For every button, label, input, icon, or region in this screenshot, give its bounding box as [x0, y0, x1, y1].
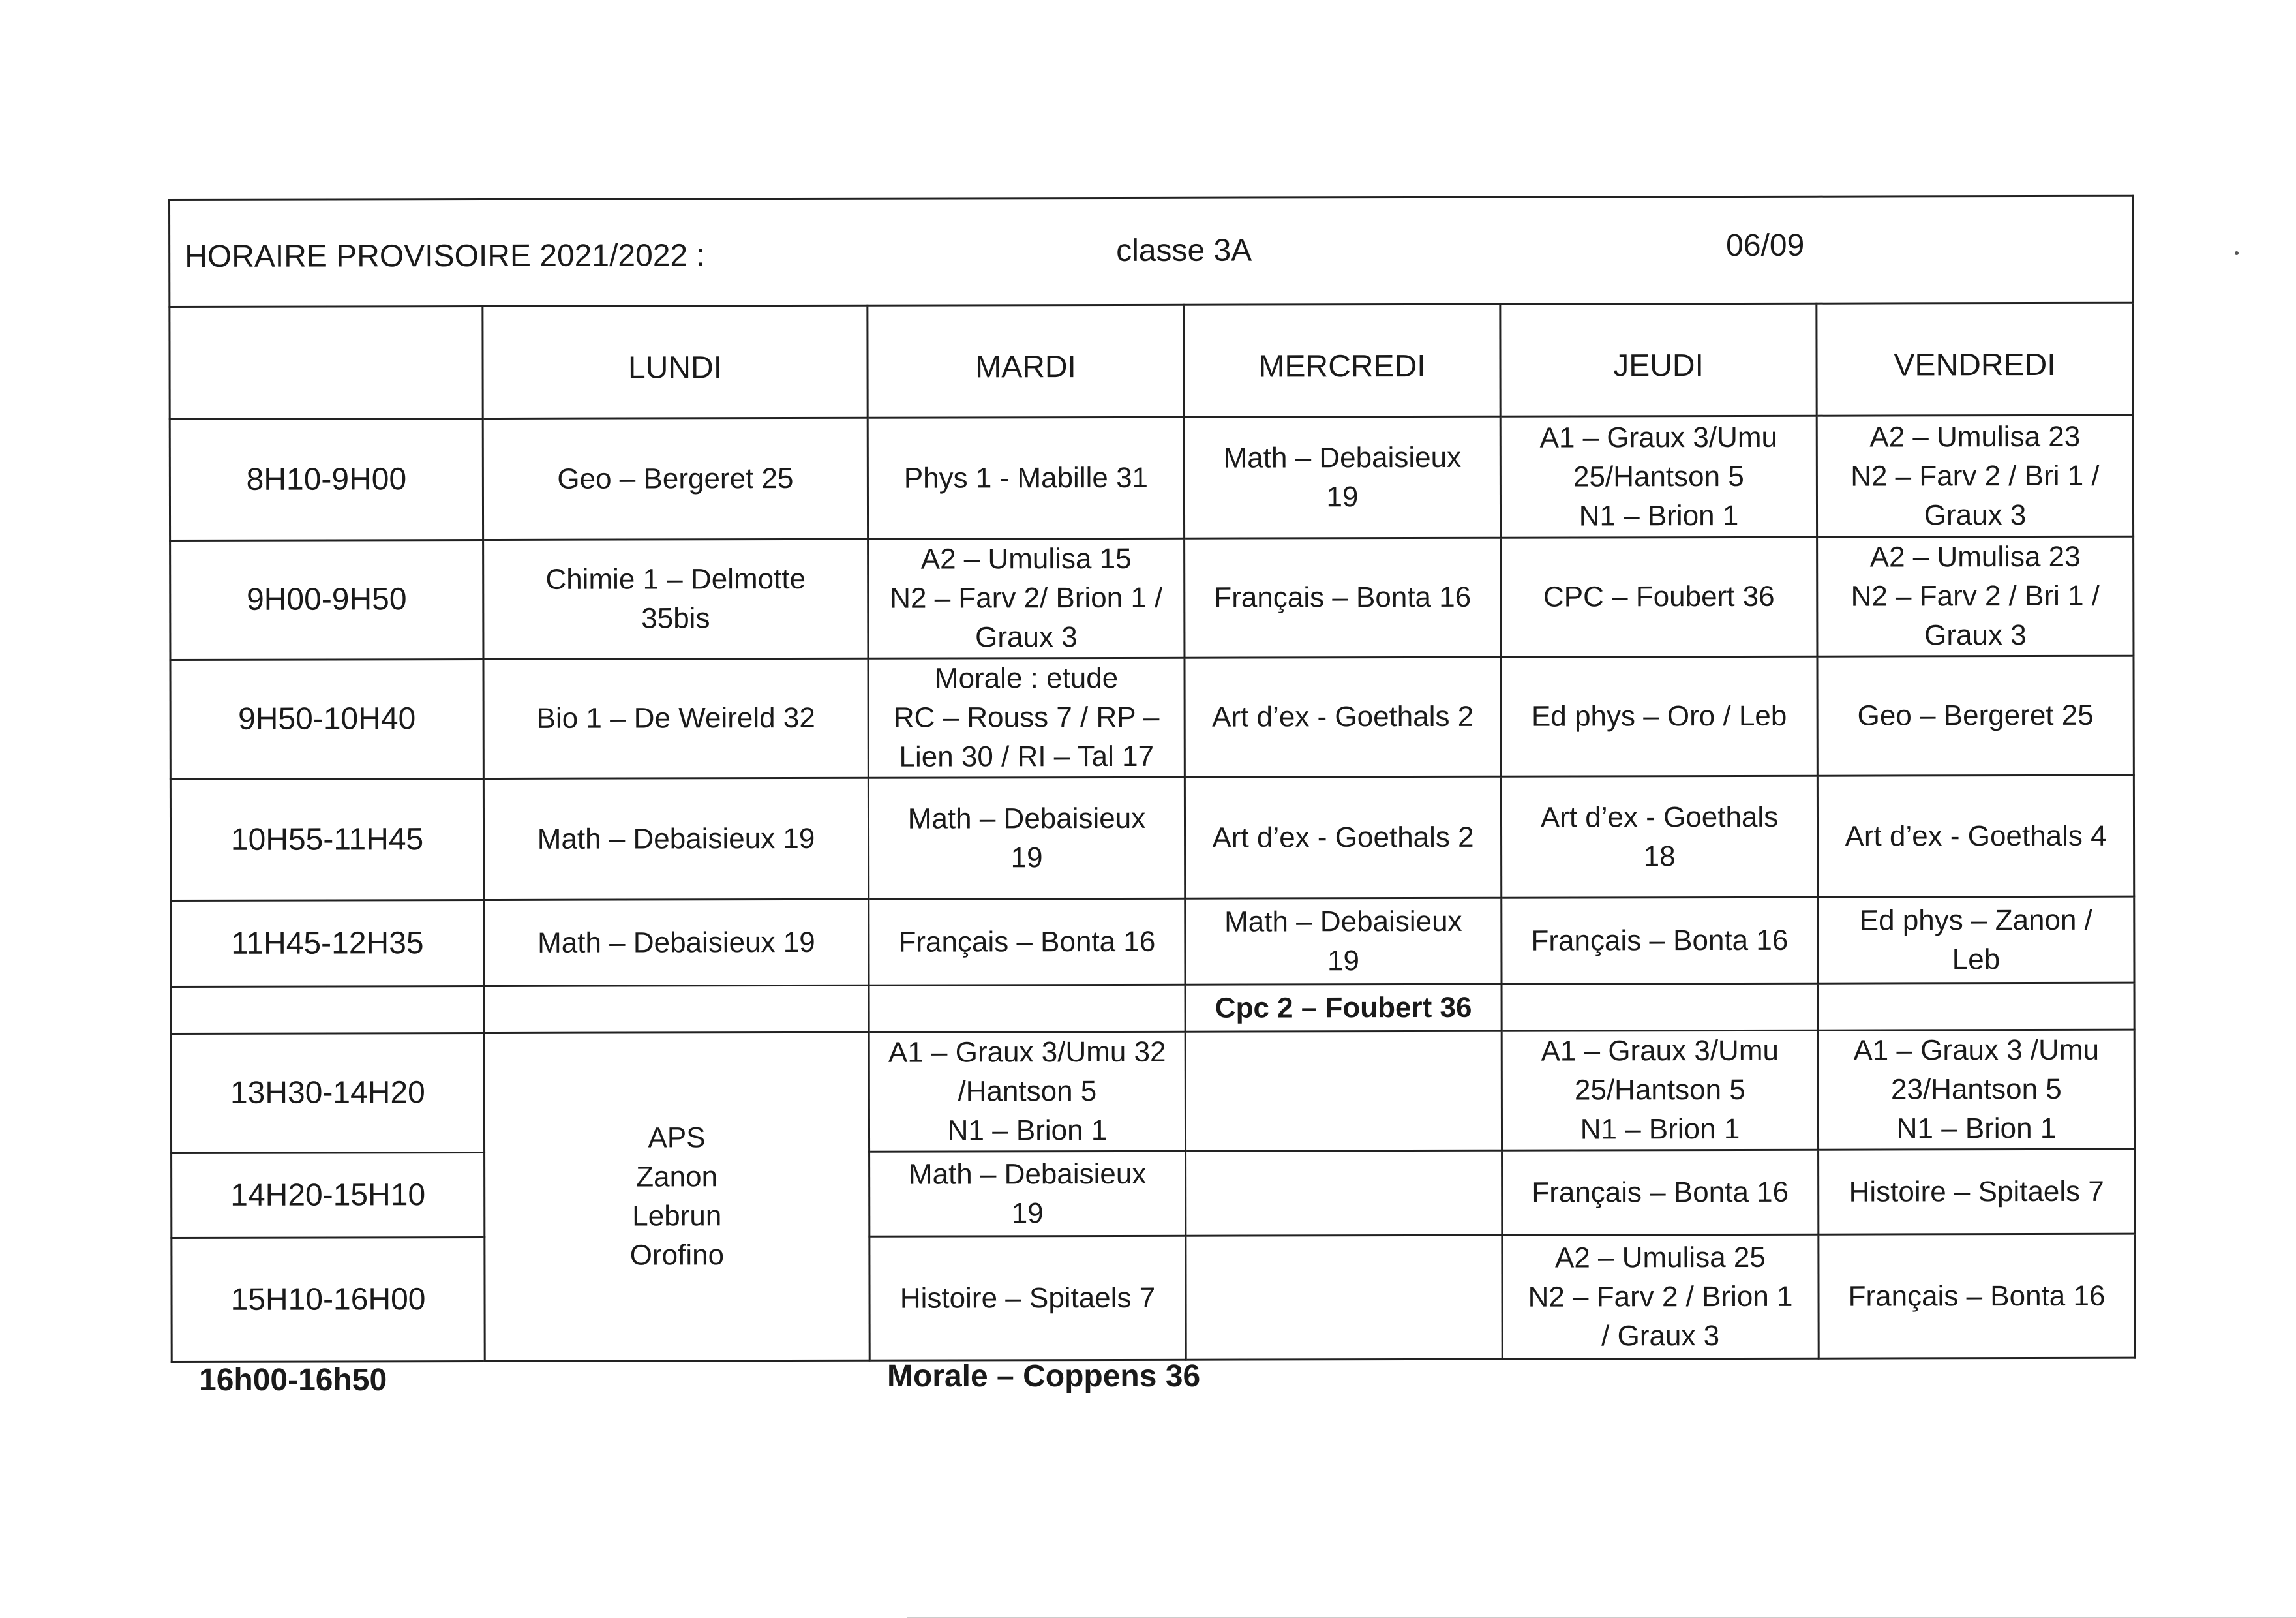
lesson-cell: [1817, 775, 2134, 897]
time-slot: 10H55-11H45: [170, 778, 483, 900]
day-lundi: LUNDI: [483, 305, 868, 418]
lesson-text: Ed phys – Oro / Leb: [1531, 699, 1787, 733]
lesson-text: A2 – Umulisa 23 N2 – Farv 2 / Bri 1 / Graux 3: [1850, 540, 2100, 652]
extra-time-slot: 16h00-16h50: [199, 1363, 387, 1397]
lesson-text: Morale : etude RC – Rouss 7 / RP – Lien 30 / RI – Tal 17: [893, 662, 1160, 773]
lesson-cell: [868, 417, 1184, 539]
lesson-text: Math – Debaisieux 19: [908, 1157, 1147, 1229]
lesson-text: Math – Debaisieux 19: [537, 822, 815, 855]
time-slot: 9H50-10H40: [170, 659, 483, 779]
timetable: [168, 195, 2136, 1363]
lesson-text: Français – Bonta 16: [1532, 1176, 1789, 1209]
lesson-text: Math – Debaisieux 19: [907, 802, 1146, 874]
time-slot: 14H20-15H10: [172, 1152, 485, 1238]
time-slot: [171, 986, 484, 1033]
lesson-cell: [868, 658, 1185, 778]
header-cell: [170, 196, 2133, 307]
day-mercredi: MERCREDI: [1184, 304, 1500, 417]
lesson-cell: [484, 899, 869, 986]
lesson-text: Histoire – Spitaels 7: [899, 1281, 1156, 1315]
table-row: [170, 536, 2134, 660]
lesson-cell: [1501, 656, 1817, 776]
lesson-text: Art d’ex - Goethals 2: [1212, 700, 1474, 733]
lesson-cell: [869, 985, 1185, 1032]
lesson-text: Français – Bonta 16: [1848, 1279, 2106, 1313]
lesson-cell: [1501, 776, 1817, 898]
lesson-text: Bio 1 – De Weireld 32: [536, 701, 815, 735]
lesson-cell: [483, 418, 868, 540]
lesson-text: A2 – Umulisa 15 N2 – Farv 2/ Brion 1 / Graux 3: [890, 542, 1163, 654]
table-row: [170, 775, 2134, 900]
lesson-cell: [1502, 1234, 1819, 1359]
lesson-cell: [1185, 898, 1502, 985]
header-row: [170, 196, 2133, 307]
time-slot: 13H30-14H20: [171, 1033, 484, 1153]
time-slot: 8H10-9H00: [170, 418, 483, 540]
lesson-text: Histoire – Spitaels 7: [1849, 1175, 2104, 1208]
lesson-cell: [1501, 537, 1817, 657]
lesson-cell: [1185, 1031, 1502, 1151]
lesson-cell: [1817, 415, 2133, 537]
lunch-row: [171, 983, 2134, 1033]
timetable-sheet: [168, 195, 2134, 1360]
lesson-cell: [1185, 776, 1501, 898]
lesson-cell: [1818, 896, 2134, 983]
lesson-text: Geo – Bergeret 25: [1857, 699, 2094, 732]
lesson-text: Français – Bonta 16: [898, 925, 1156, 958]
lesson-text: A2 – Umulisa 25 N2 – Farv 2 / Brion 1 / Graux 3: [1528, 1241, 1793, 1352]
lesson-cell: [1818, 983, 2134, 1030]
lesson-text: Français – Bonta 16: [1214, 581, 1472, 614]
table-row: [172, 1149, 2135, 1238]
lesson-cell: [1817, 536, 2134, 656]
lesson-text: Math – Debaisieux 19: [1223, 441, 1462, 513]
lesson-cell-aps: [484, 1032, 869, 1361]
lesson-cell: [1186, 1150, 1502, 1236]
lesson-cell: [1185, 538, 1501, 658]
lesson-text: Français – Bonta 16: [1531, 924, 1789, 957]
lesson-cell: [1819, 1234, 2135, 1358]
table-row: [171, 896, 2134, 986]
days-row: [170, 303, 2133, 419]
extra-lesson-note: Morale – Coppens 36: [887, 1359, 1201, 1394]
lesson-text: APS Zanon Lebrun Orofino: [629, 1122, 725, 1272]
time-slot: 11H45-12H35: [171, 900, 484, 986]
lesson-text: A2 – Umulisa 23 N2 – Farv 2 / Bri 1 / Graux 3: [1850, 420, 2100, 531]
day-mardi: MARDI: [868, 305, 1184, 418]
lesson-cell: [868, 538, 1185, 658]
lesson-cell: [869, 1031, 1185, 1152]
lesson-cell: [1502, 1150, 1819, 1235]
lesson-cell: [483, 539, 868, 659]
lesson-cell: [1185, 657, 1501, 777]
lesson-cell: [1502, 897, 1818, 984]
lesson-text: A1 – Graux 3/Umu 25/Hantson 5 N1 – Brion 1: [1541, 1034, 1779, 1146]
table-row: [170, 656, 2134, 779]
lesson-cell: [1185, 984, 1502, 1031]
table-row: [170, 415, 2133, 540]
lesson-text: Phys 1 - Mabille 31: [903, 461, 1149, 495]
lesson-cell: [483, 778, 868, 900]
day-vendredi: VENDREDI: [1817, 303, 2133, 416]
scan-speck: [2235, 251, 2239, 255]
lesson-cell: [868, 777, 1185, 899]
lesson-cell: [483, 658, 868, 778]
lesson-text: Art d’ex - Goethals 2: [1212, 821, 1474, 854]
schedule-title: HORAIRE PROVISOIRE 2021/2022 :: [185, 238, 705, 274]
lesson-text: Ed phys – Zanon / Leb: [1859, 904, 2092, 975]
lesson-text: A1 – Graux 3 /Umu 23/Hantson 5 N1 – Brion 1: [1853, 1033, 2100, 1145]
table-row: [171, 1030, 2134, 1153]
table-row: [172, 1234, 2135, 1362]
lesson-text: Art d’ex - Goethals 4: [1845, 819, 2107, 853]
lesson-cell: [1502, 983, 1818, 1031]
schedule-date: 06/09: [1726, 228, 1805, 263]
lesson-text: Art d’ex - Goethals 18: [1540, 801, 1779, 872]
lesson-cell: [1819, 1149, 2135, 1234]
lesson-text: Math – Debaisieux 19: [1224, 905, 1462, 977]
day-jeudi: JEUDI: [1500, 303, 1817, 416]
lesson-cell: [869, 1236, 1186, 1360]
lesson-cell: [869, 898, 1185, 985]
lesson-cell: [1186, 1235, 1502, 1360]
lesson-cell: [1500, 416, 1817, 538]
lesson-cell: [869, 1151, 1186, 1236]
lesson-cell: [1184, 416, 1500, 538]
class-label: classe 3A: [1116, 233, 1252, 268]
corner-cell: [170, 306, 483, 419]
lesson-text: Math – Debaisieux 19: [537, 926, 815, 959]
lesson-text: A1 – Graux 3/Umu 25/Hantson 5 N1 – Brion 1: [1539, 421, 1778, 532]
lesson-text: A1 – Graux 3/Umu 32 /Hantson 5 N1 – Brion 1: [888, 1035, 1166, 1147]
time-slot: 15H10-16H00: [172, 1237, 485, 1362]
lesson-text: Chimie 1 – Delmotte 35bis: [545, 562, 806, 635]
lesson-cell: [1502, 1030, 1818, 1150]
lesson-cell: [1817, 656, 2134, 776]
lesson-text: CPC – Foubert 36: [1543, 580, 1775, 613]
lesson-text: Cpc 2 – Foubert 36: [1215, 991, 1472, 1024]
time-slot: 9H00-9H50: [170, 540, 483, 660]
lesson-cell: [1818, 1030, 2134, 1150]
lesson-text: Geo – Bergeret 25: [557, 462, 794, 495]
lesson-cell: [484, 985, 869, 1033]
